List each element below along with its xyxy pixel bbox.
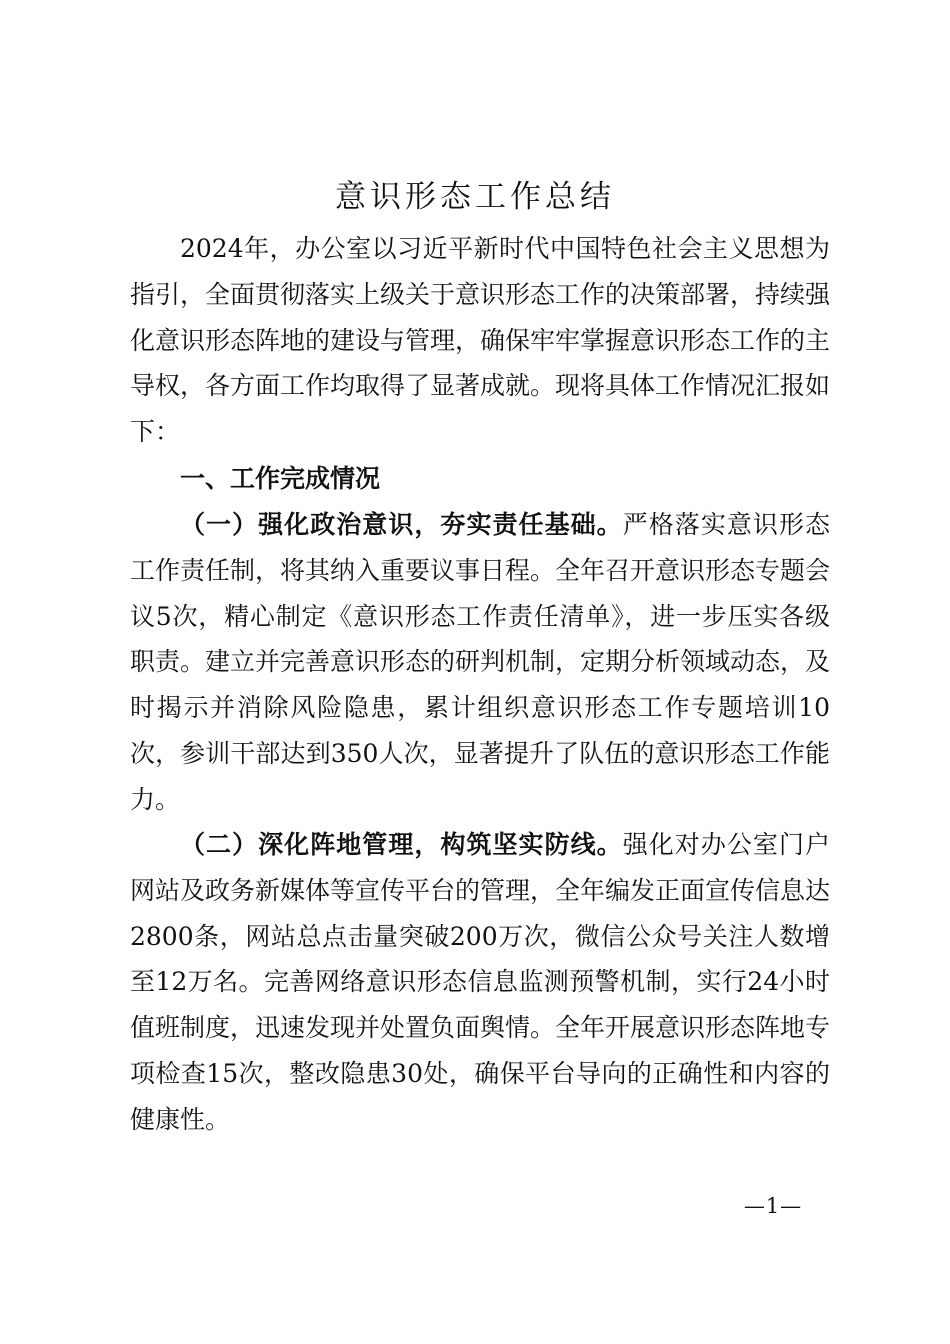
item-one-text: 严格落实意识形态工作责任制，将其纳入重要议事日程。全年召开意识形态专题会议5次，精心制定《意识形态工作责任清单》，进一步压实各级职责。建立并完善意识形态的研判机制，定期分析领域动态，及时揭示并消除风险隐患，累计组织意识形态工作专题培训10次，参训干部达到350人次，显著提升了队伍的意识形态工作能力。 [130,510,831,814]
item-two-text: 强化对办公室门户网站及政务新媒体等宣传平台的管理，全年编发正面宣传信息达2800条，网站总点击量突破200万次，微信公众号关注人数增至12万名。完善网络意识形态信息监测预警机制，实行24小时值班制度，迅速发现并处置负面舆情。全年开展意识形态阵地专项检查15次，整改隐患30处，确保平台导向的正确性和内容的健康性。 [130,830,831,1134]
intro-paragraph: 2024年，办公室以习近平新时代中国特色社会主义思想为指引，全面贯彻落实上级关于意识形态工作的决策部署，持续强化意识形态阵地的建设与管理，确保牢牢掌握意识形态工作的主导权，各方面工作均取得了显著成就。现将具体工作情况汇报如下： [130,234,831,447]
item-two-paragraph [130,822,830,1143]
page-number: —1— [743,1194,803,1218]
document-title: 意识形态工作总结 [335,179,615,215]
item-two-lead: （二）深化阵地管理，构筑坚实防线。 [180,830,623,859]
item-one-paragraph [130,502,830,823]
section-heading-work-completion: 一、工作完成情况 [180,464,381,493]
item-one-lead: （一）强化政治意识，夯实责任基础。 [180,510,623,539]
